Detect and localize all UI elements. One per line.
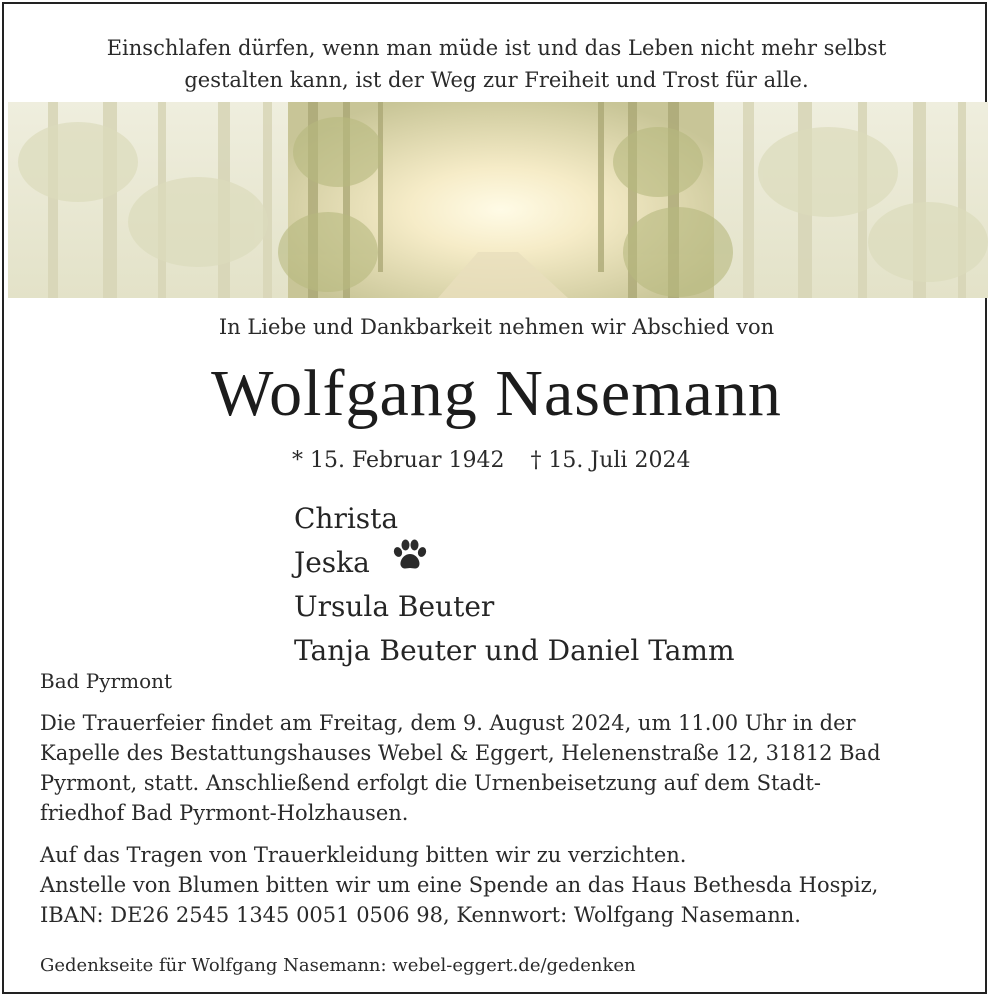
donation-line: Anstelle von Blumen bitten wir um eine Spende an das Haus Bethesda Hospiz, [40,873,879,897]
mourner-row [294,541,735,585]
forest-path-image [8,102,988,298]
clothing-note: Auf das Tragen von Trauerkleidung bitten wir zu verzichten. [40,843,687,867]
mourner-name: Jeska [294,546,370,579]
life-dates [292,448,690,473]
ceremony-paragraph [40,708,968,828]
ceremony-line: Die Trauerfeier findet am Freitag, dem 9. August 2024, um 11.00 Uhr in der [40,711,856,735]
intro-text: In Liebe und Dankbarkeit nehmen wir Abschied von [218,315,775,339]
death-date: † 15. Juli 2024 [530,448,691,473]
paw-print-icon [392,539,428,584]
mourner-name: Tanja Beuter und Daniel Tamm [294,634,735,667]
memorial-page-link: Gedenkseite für Wolfgang Nasemann: webel-eggert.de/gedenken [40,955,636,976]
ceremony-line: Kapelle des Bestattungshauses Webel & Eggert, Helenenstraße 12, 31812 Bad [40,741,881,765]
quote-line: Einschlafen dürfen, wenn man müde ist und das Leben nicht mehr selbst [106,36,887,60]
deceased-name: Wolfgang Nasemann [211,357,782,430]
ceremony-line: friedhof Bad Pyrmont-Holzhausen. [40,801,409,825]
mourner-name: Christa [294,502,399,535]
ceremony-line: Pyrmont, statt. Anschließend erfolgt die Urnenbeisetzung auf dem Stadt- [40,771,821,795]
obituary-frame [2,2,987,994]
opening-quote [4,32,989,96]
place-name: Bad Pyrmont [40,669,173,693]
mourners-list [294,497,735,673]
birth-date: * 15. Februar 1942 [292,448,505,473]
mourner-name: Ursula Beuter [294,590,495,623]
donation-iban-line: IBAN: DE26 2545 1345 0051 0506 98, Kennwort: Wolfgang Nasemann. [40,903,801,927]
quote-line: gestalten kann, ist der Weg zur Freiheit und Trost für alle. [184,68,809,92]
